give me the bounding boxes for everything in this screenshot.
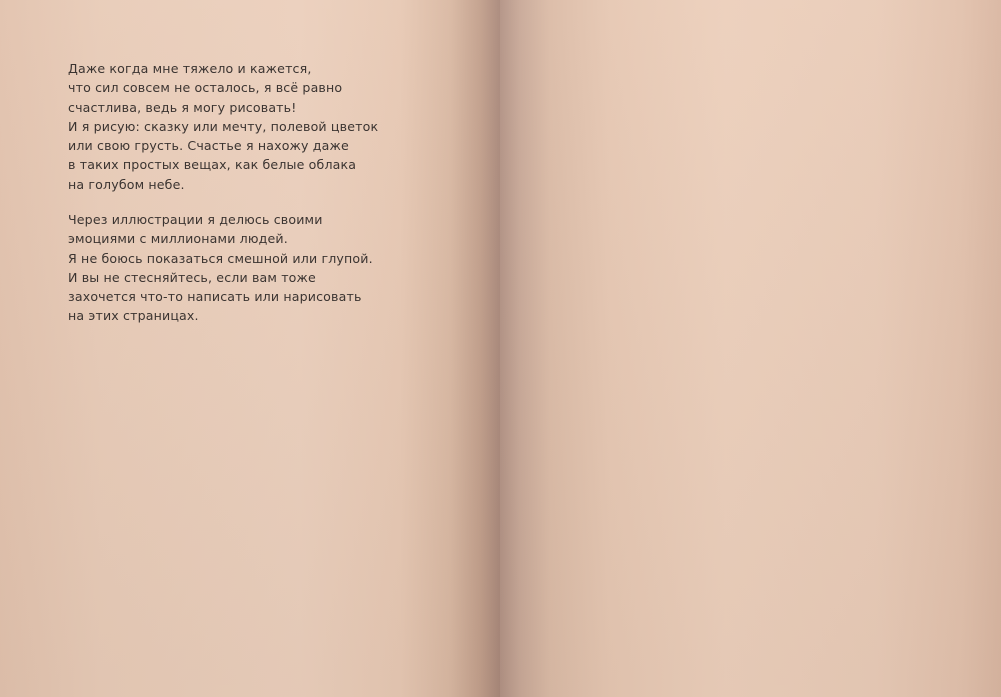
right-page [500,0,1001,697]
text-line: Я не боюсь показаться смешной или глупой. [68,250,373,266]
text-line: эмоциями с миллионами людей. [68,231,288,247]
text-line: в таких простых вещах, как белые облака [68,157,357,173]
paragraph-1 [68,59,398,194]
paragraph-2 [68,210,398,326]
text-line: Через иллюстрации я делюсь своими [68,212,323,227]
text-line: что сил совсем не осталось, я всё равно [68,80,343,96]
text-line: на голубом небе. [68,176,185,192]
text-line: на этих страницах. [68,308,199,324]
left-page [0,0,500,697]
text-line: И я рисую: сказку или мечту, полевой цветок [68,118,379,134]
text-line: или свою грусть. Счастье я нахожу даже [68,138,349,154]
text-line: счастлива, ведь я могу рисовать! [68,99,297,115]
text-line: И вы не стесняйтесь, если вам тоже [68,269,316,285]
text-line: Даже когда мне тяжело и кажется, [68,61,312,76]
text-line: захочется что-то написать или нарисовать [68,289,362,305]
